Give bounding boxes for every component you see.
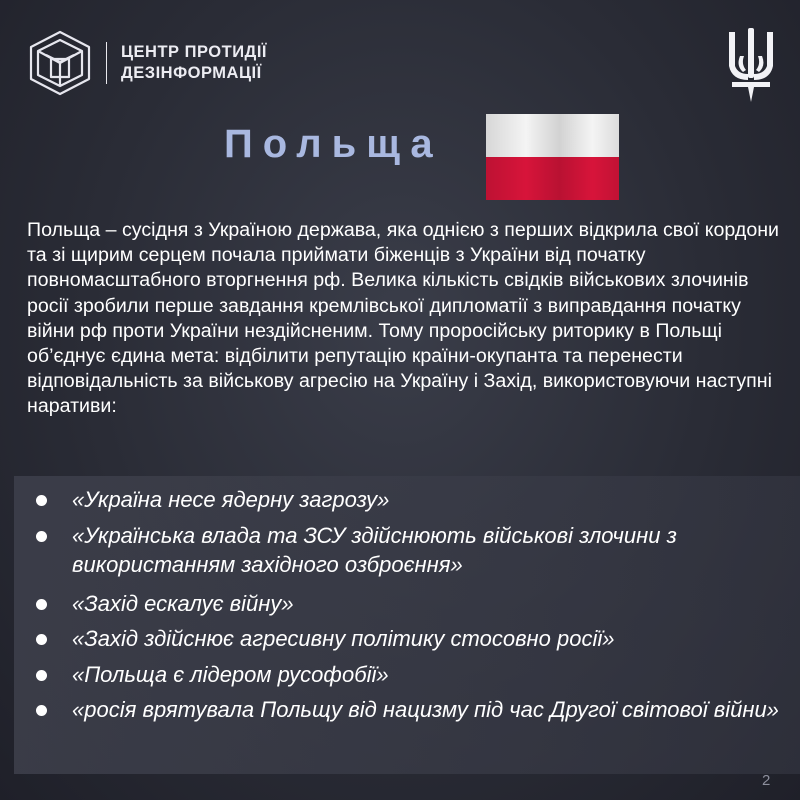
- narrative-text: «Захід здійснює агресивну політику стосовно росії»: [72, 626, 615, 651]
- narratives-panel: [14, 476, 800, 774]
- narrative-text: «Польща є лідером русофобії»: [72, 662, 389, 687]
- bullet-icon: [36, 670, 47, 681]
- page-title: Польща: [224, 122, 443, 166]
- org-name: [121, 42, 267, 84]
- narrative-text: «Захід ескалує війну»: [72, 591, 294, 616]
- header-divider: [106, 42, 107, 84]
- header: [26, 28, 267, 98]
- narrative-text: «Українська влада та ЗСУ здійснюють військові злочини з використанням західного озброєння»: [72, 523, 677, 577]
- org-name-line2: ДЕЗІНФОРМАЦІЇ: [121, 64, 262, 82]
- narrative-text: «росія врятувала Польщу від нацизму під час Другої світової війни»: [72, 697, 779, 722]
- ukraine-trident-icon: [726, 26, 776, 104]
- bullet-icon: [36, 634, 47, 645]
- bullet-icon: [36, 705, 47, 716]
- bullet-icon: [36, 599, 47, 610]
- narrative-text: «Україна несе ядерну загрозу»: [72, 487, 390, 512]
- cube-logo-icon: [26, 29, 94, 97]
- intro-text: Польща – сусідня з Україною держава, яка однією з перших відкрила свої кордони та зі щирим серцем почала приймати біженців з України від початку повномасштабного вторгнення рф. Велика кількість свідків військових злочинів росії зробили перше завдання кремлівської дипломатії з виправдання початку війни рф проти України нездійсненим. Тому проросійську риторику в Польщі об’єднує єдина мета: відбілити репутацію країни-окупанта та перенести відповідальність за військову агресію на Україну і Захід, використовуючи наступні наративи:: [27, 219, 779, 418]
- bullet-icon: [36, 531, 47, 542]
- poland-flag-icon: [486, 114, 619, 200]
- title-row: [0, 108, 800, 198]
- bullet-icon: [36, 495, 47, 506]
- org-name-line1: ЦЕНТР ПРОТИДІЇ: [121, 43, 267, 61]
- page-number: 2: [762, 772, 771, 789]
